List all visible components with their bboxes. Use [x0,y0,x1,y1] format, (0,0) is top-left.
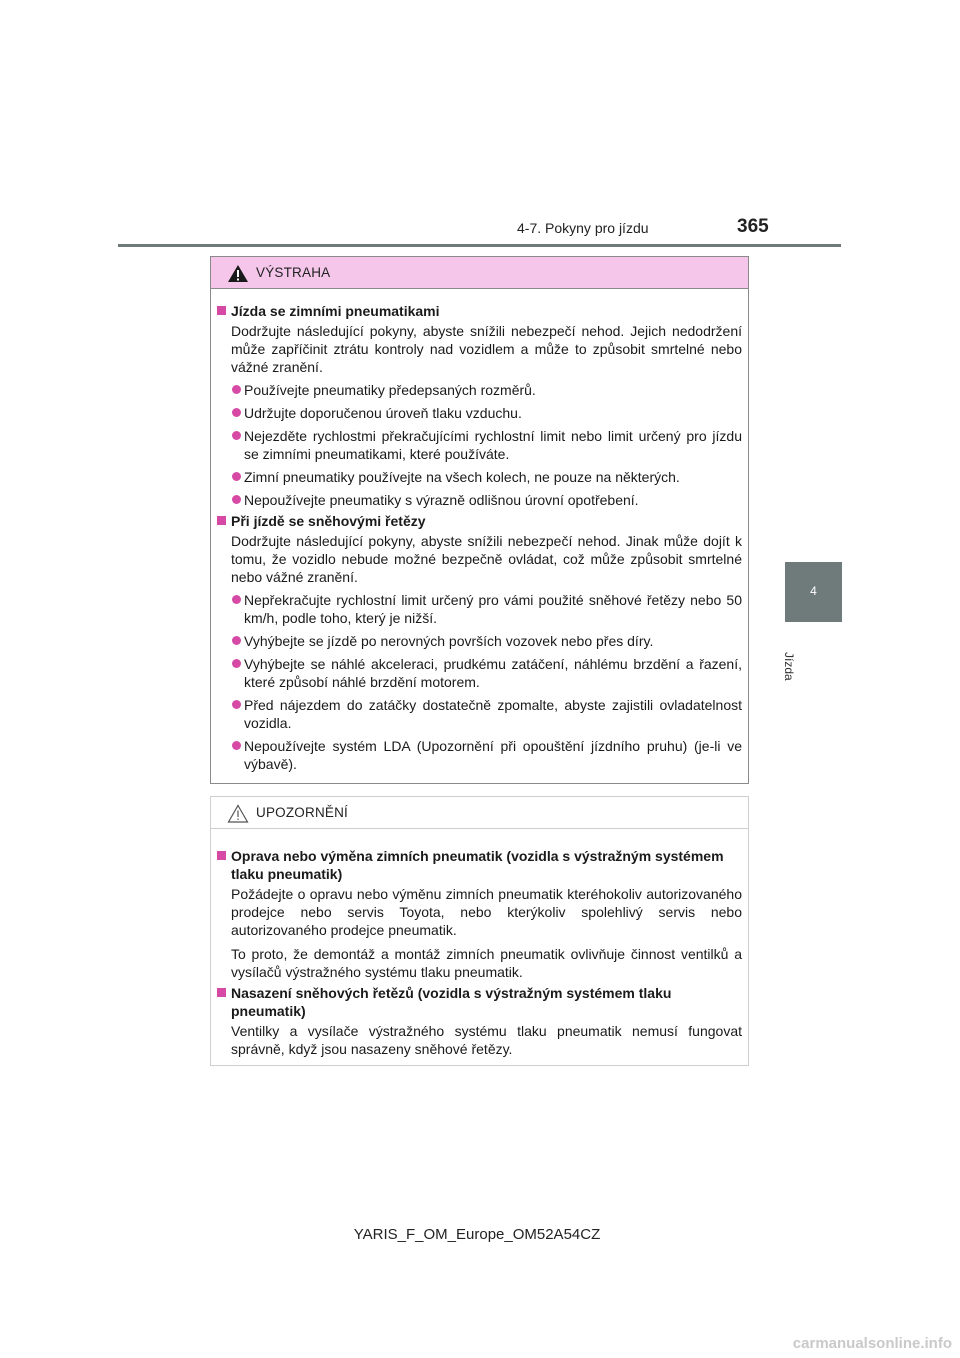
header-divider [118,244,841,247]
caution-title: UPOZORNĚNÍ [256,805,349,820]
chapter-number: 4 [810,584,817,598]
caution-paragraph: Požádejte o opravu nebo výměnu zimních pneumatik kteréhokoliv autorizovaného prodejce nebo servis Toyota, nebo kterýkoliv spolehlivý servis nebo autorizovaného prodejce pneumatik. [231,886,742,938]
square-bullet-icon [217,306,226,315]
warning-title: VÝSTRAHA [256,265,331,280]
list-item: Nejezděte rychlostmi překračujícími rychlostní limit nebo limit určený pro jízdu se zimními pneumatikami, které používáte. [217,427,742,463]
page-number: 365 [737,216,769,237]
caution-paragraph: To proto, že demontáž a montáž zimních pneumatik ovlivňuje činnost ventilků a vysílačů výstražného systému tlaku pneumatik. [231,946,742,980]
chapter-label-text: Jízda [782,652,796,681]
caution-triangle-icon [227,804,249,823]
round-bullet-icon [232,408,241,417]
list-item: Nepoužívejte pneumatiky s výrazně odlišnou úrovní opotřebení. [217,491,742,509]
list-item: Udržujte doporučenou úroveň tlaku vzduchu. [217,404,742,422]
section-title: 4-7. Pokyny pro jízdu [517,220,649,236]
warning-header [211,257,748,289]
round-bullet-icon [232,431,241,440]
list-item: Používejte pneumatiky předepsaných rozměrů. [217,381,742,399]
warning-section-title: Při jízdě se sněhovými řetězy [217,512,742,530]
caution-header [211,797,748,829]
warning-box [210,256,749,784]
round-bullet-icon [232,659,241,668]
caution-section-title: Nasazení sněhových řetězů (vozidla s výstražným systémem tlaku pneumatik) [217,984,742,1020]
round-bullet-icon [232,700,241,709]
warning-section-intro: Dodržujte následující pokyny, abyste snížili nebezpečí nehod. Jinak může dojít k tomu, že vozidlo nebude možné bezpečně ovládat, což může způsobit smrtelné nebo vážné zranění. [231,533,742,585]
round-bullet-icon [232,385,241,394]
square-bullet-icon [217,988,226,997]
list-item: Nepřekračujte rychlostní limit určený pro vámi použité sněhové řetězy nebo 50 km/h, podle toho, který je nižší. [217,591,742,627]
footer-doc-id: YARIS_F_OM_Europe_OM52A54CZ [353,1226,601,1243]
warning-content [211,289,748,773]
round-bullet-icon [232,595,241,604]
list-item: Vyhýbejte se jízdě po nerovných površích vozovek nebo přes díry. [217,632,742,650]
caution-section-title: Oprava nebo výměna zimních pneumatik (vozidla s výstražným systémem tlaku pneumatik) [217,847,742,883]
round-bullet-icon [232,495,241,504]
list-item: Nepoužívejte systém LDA (Upozornění při opouštění jízdního pruhu) (je-li ve výbavě). [217,737,742,773]
round-bullet-icon [232,741,241,750]
chapter-label [782,632,830,681]
list-item: Před nájezdem do zatáčky dostatečně zpomalte, abyste zajistili ovladatelnost vozidla. [217,696,742,732]
round-bullet-icon [232,636,241,645]
watermark: carmanualsonline.info [792,1335,952,1352]
warning-section-intro: Dodržujte následující pokyny, abyste snížili nebezpečí nehod. Jejich nedodržení může zapříčinit ztrátu kontroly nad vozidlem a může to způsobit smrtelné nebo vážné zranění. [231,323,742,375]
caution-content [211,829,748,1058]
round-bullet-icon [232,472,241,481]
square-bullet-icon [217,516,226,525]
list-item: Zimní pneumatiky používejte na všech kolech, ne pouze na některých. [217,468,742,486]
caution-box [210,796,749,1066]
chapter-tab [785,562,842,622]
list-item: Vyhýbejte se náhlé akceleraci, prudkému zatáčení, náhlému brzdění a řazení, které způsobí náhlé brzdění motorem. [217,655,742,691]
square-bullet-icon [217,851,226,860]
caution-paragraph: Ventilky a vysílače výstražného systému tlaku pneumatik nemusí fungovat správně, když jsou nasazeny sněhové řetězy. [231,1023,742,1057]
warning-triangle-icon [227,264,249,283]
warning-section-title: Jízda se zimními pneumatikami [217,302,742,320]
